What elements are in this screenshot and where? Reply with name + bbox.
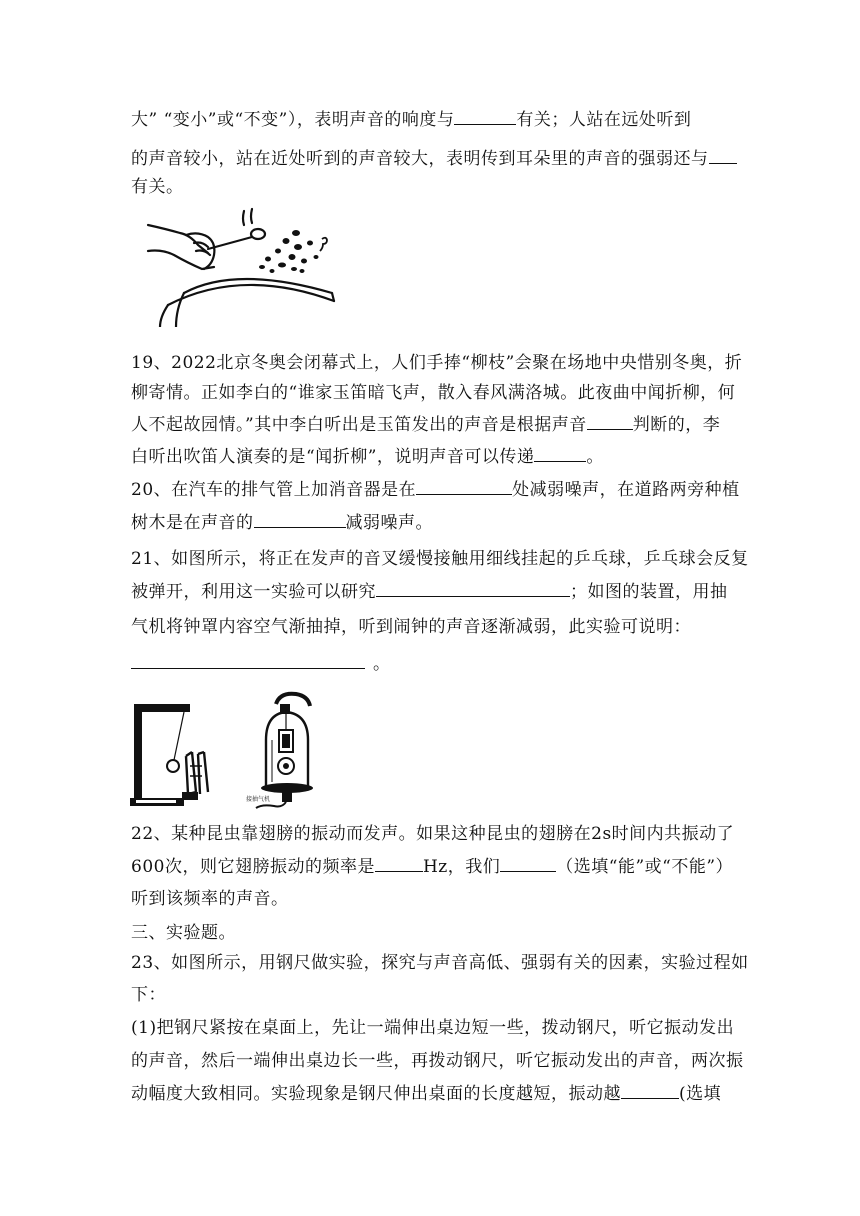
text-segment: 人不起故园情。”其中李白听出是玉笛发出的声音是根据声音 [131, 415, 587, 435]
text-segment: (选填 [679, 1084, 722, 1104]
text-segment: 三、实验题。 [131, 923, 236, 943]
tuning-fork-pingpong-figure [128, 696, 216, 808]
text-segment: 。 [586, 447, 604, 467]
text-segment: 白听出吹笛人演奏的是“闻折柳”，说明声音可以传递 [131, 447, 535, 467]
text-segment: 有关。 [131, 177, 184, 197]
answer-blank[interactable] [709, 148, 737, 164]
text-segment: 减弱噪声。 [345, 513, 433, 533]
text-segment: 听到该频率的声音。 [131, 889, 289, 909]
text-segment: 树木是在声音的 [131, 513, 254, 533]
text-line [131, 547, 749, 571]
text-line [131, 511, 731, 535]
answer-blank[interactable] [254, 512, 346, 528]
text-line [131, 1016, 735, 1040]
text-line [131, 175, 731, 199]
text-segment: 的声音较小，站在近处听到的声音较大，表明传到耳朵里的声音的强弱还与 [131, 149, 709, 169]
bell-jar-vacuum-figure [246, 690, 330, 812]
text-segment: 下： [131, 985, 166, 1005]
text-line [131, 413, 731, 437]
text-segment: 处减弱噪声，在道路两旁种植 [512, 480, 740, 500]
text-line [131, 822, 735, 846]
answer-blank[interactable] [534, 446, 586, 462]
text-line [131, 445, 731, 469]
text-line [131, 108, 731, 132]
text-segment: Hz，我们 [422, 857, 501, 877]
text-segment: 20、在汽车的排气管上加消音器是在 [131, 480, 417, 500]
text-segment: 判断的，李 [632, 415, 721, 435]
text-segment: 被弹开，利用这一实验可以研究 [131, 582, 376, 602]
text-segment: ；如图的装置，用抽 [570, 582, 728, 602]
text-segment: 大” “变小”或“不变”），表明声音的响度与 [131, 110, 455, 130]
text-line [131, 615, 731, 639]
text-segment: 。 [373, 654, 391, 674]
text-segment: 气机将钟罩内容空气渐抽掉，听到闹钟的声音逐渐减弱，此实验可说明： [131, 617, 691, 637]
section-heading [131, 921, 731, 945]
text-segment: 19、2022北京冬奥会闭幕式上，人们手捧“柳枝”会聚在场地中央惜别冬奥，折 [131, 353, 743, 373]
text-line [131, 652, 731, 676]
answer-blank[interactable] [131, 653, 365, 669]
text-line [131, 1082, 731, 1106]
text-segment: 23、如图所示，用钢尺做实验，探究与声音高低、强弱有关的因素，实验过程如 [131, 953, 749, 973]
text-line [131, 855, 734, 879]
text-line [131, 478, 740, 502]
bell-jar-label: 接抽气机 [246, 796, 271, 803]
answer-blank[interactable] [454, 109, 516, 125]
text-segment: 21、如图所示，将正在发声的音叉缓慢接触用细线挂起的乒乓球，乒乓球会反复 [131, 549, 749, 569]
answer-blank[interactable] [376, 581, 570, 597]
answer-blank[interactable] [621, 1083, 679, 1099]
answer-blank[interactable] [587, 414, 633, 430]
text-segment: 有关；人站在远处听到 [516, 110, 692, 130]
text-line [131, 951, 749, 975]
text-line [131, 381, 736, 405]
text-segment: 600次，则它翅膀振动的频率是 [131, 857, 375, 877]
answer-blank[interactable] [500, 856, 556, 872]
text-line [131, 351, 743, 375]
text-segment: （选填“能”或“不能”） [556, 857, 734, 877]
text-segment: 的声音，然后一端伸出桌边长一些，再拨动钢尺，听它振动发出的声音，两次振 [131, 1051, 744, 1071]
answer-blank[interactable] [416, 479, 512, 495]
text-segment: 22、某种昆虫靠翅膀的振动而发声。如果这种昆虫的翅膀在2s时间内共振动了 [131, 824, 735, 844]
text-segment: 动幅度大致相同。实验现象是钢尺伸出桌面的长度越短，振动越 [131, 1084, 621, 1104]
text-segment: 柳寄情。正如李白的“谁家玉笛暗飞声，散入春风满洛城。此夜曲中闻折柳，何 [131, 383, 736, 403]
text-line [131, 887, 731, 911]
text-line [131, 147, 731, 171]
answer-blank[interactable] [375, 856, 423, 872]
text-line [131, 1049, 744, 1073]
drum-with-beans-figure [146, 205, 336, 327]
text-segment: (1)把钢尺紧按在桌面上，先让一端伸出桌边短一些，拨动钢尺，听它振动发出 [131, 1018, 735, 1038]
text-line [131, 983, 731, 1007]
text-line [131, 580, 731, 604]
